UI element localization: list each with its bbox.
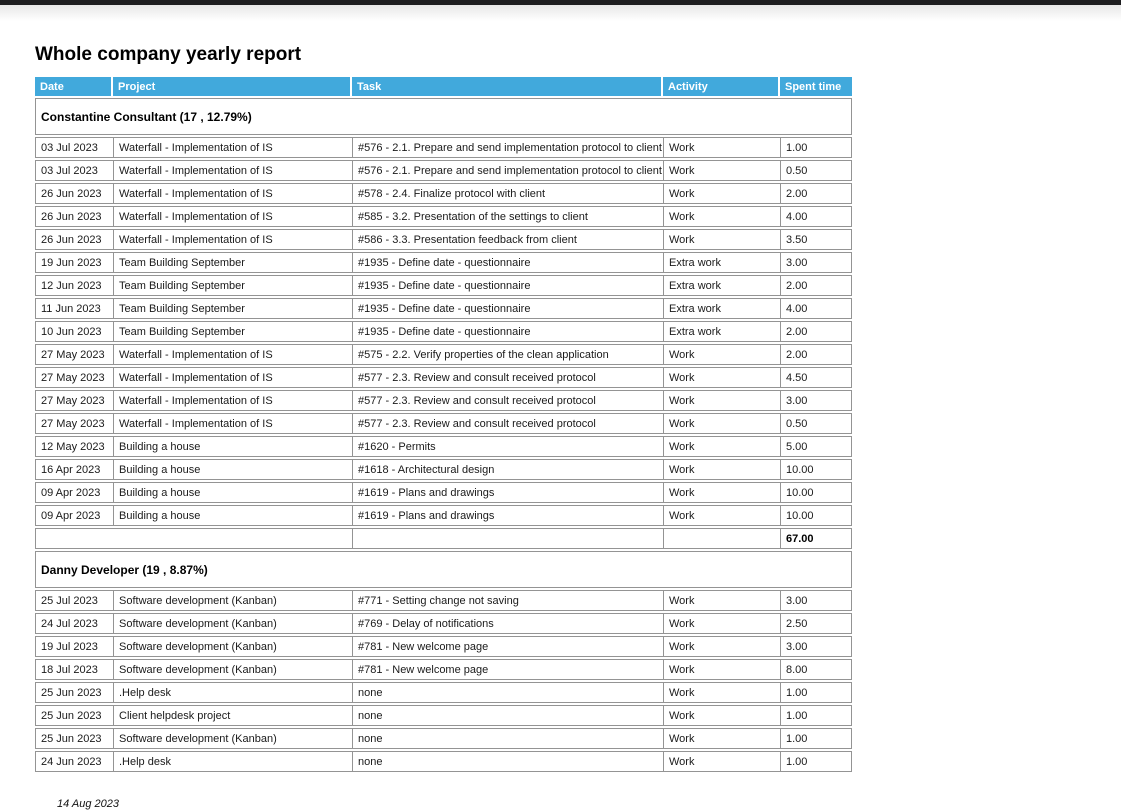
table-row [35,252,852,273]
cell-spent-time: 3.00 [786,640,808,653]
cell-date: 09 Apr 2023 [36,483,114,502]
group-total-row [35,528,852,549]
cell-activity: Work [664,614,781,633]
cell-task: #577 - 2.3. Review and consult received protocol [353,391,664,410]
cell-task: #575 - 2.2. Verify properties of the clean application [353,345,664,364]
cell-activity: Work [664,460,781,479]
cell-date: 25 Jun 2023 [36,683,114,702]
table-row [35,275,852,296]
cell-activity: Work [664,138,781,157]
cell-task: none [353,752,664,771]
cell-project: .Help desk [114,752,353,771]
cell-task: #781 - New welcome page [353,637,664,656]
table-row [35,321,852,342]
cell-date: 25 Jul 2023 [36,591,114,610]
cell-spent-time: 3.00 [786,256,808,269]
cell-spent-time: 1.00 [786,709,808,722]
cell-task: #1935 - Define date - questionnaire [353,253,664,272]
cell-activity: Work [664,184,781,203]
cell-project: Software development (Kanban) [114,729,353,748]
cell-activity: Work [664,414,781,433]
cell-date: 27 May 2023 [36,368,114,387]
cell-date: 03 Jul 2023 [36,138,114,157]
cell-activity: Work [664,752,781,771]
cell-project: Waterfall - Implementation of IS [114,207,353,226]
table-row [35,751,852,772]
table-row [35,367,852,388]
cell-date: 10 Jun 2023 [36,322,114,341]
cell-task: none [353,683,664,702]
cell-spent-time: 4.00 [786,210,808,223]
cell-task: #578 - 2.4. Finalize protocol with client [353,184,664,203]
cell-project: Software development (Kanban) [114,614,353,633]
group-total-spent-time: 67.00 [786,532,814,545]
cell-project: .Help desk [114,683,353,702]
cell-project: Team Building September [114,299,353,318]
cell-date: 16 Apr 2023 [36,460,114,479]
cell-spent-time: 2.00 [786,187,808,200]
table-row [35,636,852,657]
group-header-row [35,551,852,588]
cell-activity: Work [664,230,781,249]
cell-date: 12 Jun 2023 [36,276,114,295]
total-empty-task [353,529,664,548]
cell-project: Waterfall - Implementation of IS [114,184,353,203]
table-row [35,705,852,726]
cell-activity: Work [664,660,781,679]
cell-spent-time: 1.00 [786,141,808,154]
cell-task: #586 - 3.3. Presentation feedback from client [353,230,664,249]
cell-activity: Work [664,706,781,725]
report-page [0,21,1121,810]
table-row [35,137,852,158]
cell-spent-time: 4.50 [786,371,808,384]
cell-activity: Work [664,637,781,656]
cell-date: 24 Jul 2023 [36,614,114,633]
table-row [35,390,852,411]
cell-spent-time: 1.00 [786,686,808,699]
cell-activity: Work [664,161,781,180]
table-row [35,206,852,227]
page-footer-date: 14 Aug 2023 [57,798,119,810]
cell-task: #1618 - Architectural design [353,460,664,479]
cell-date: 09 Apr 2023 [36,506,114,525]
table-row [35,183,852,204]
cell-date: 18 Jul 2023 [36,660,114,679]
cell-activity: Extra work [664,276,781,295]
cell-spent-time: 10.00 [786,463,814,476]
column-header-activity: Activity [663,77,780,96]
group-name: Danny Developer (19 , 8.87%) [41,562,208,577]
table-row [35,436,852,457]
cell-task: none [353,706,664,725]
cell-project: Waterfall - Implementation of IS [114,345,353,364]
cell-date: 27 May 2023 [36,414,114,433]
cell-spent-time: 8.00 [786,663,808,676]
cell-activity: Extra work [664,299,781,318]
cell-activity: Work [664,506,781,525]
table-row [35,728,852,749]
cell-date: 25 Jun 2023 [36,729,114,748]
cell-activity: Work [664,729,781,748]
cell-spent-time: 3.00 [786,394,808,407]
cell-activity: Extra work [664,322,781,341]
column-header-spent-time: Spent time [785,80,842,93]
table-row [35,505,852,526]
cell-date: 27 May 2023 [36,391,114,410]
cell-project: Software development (Kanban) [114,637,353,656]
table-row [35,229,852,250]
cell-task: #1619 - Plans and drawings [353,483,664,502]
column-header-project: Project [113,77,352,96]
cell-project: Waterfall - Implementation of IS [114,161,353,180]
cell-spent-time: 2.00 [786,279,808,292]
report-table [35,77,852,772]
table-row [35,344,852,365]
cell-spent-time: 0.50 [786,417,808,430]
total-empty-activity [664,529,781,548]
cell-spent-time: 5.00 [786,440,808,453]
cell-date: 26 Jun 2023 [36,184,114,203]
cell-activity: Work [664,683,781,702]
cell-task: #1619 - Plans and drawings [353,506,664,525]
cell-task: #585 - 3.2. Presentation of the settings to client [353,207,664,226]
table-row [35,590,852,611]
cell-spent-time: 10.00 [786,509,814,522]
cell-project: Software development (Kanban) [114,591,353,610]
cell-date: 19 Jul 2023 [36,637,114,656]
cell-task: #577 - 2.3. Review and consult received protocol [353,414,664,433]
cell-spent-time: 1.00 [786,732,808,745]
table-row [35,482,852,503]
toolbar-shadow [0,5,1121,21]
cell-activity: Work [664,437,781,456]
table-header-row [35,77,852,96]
cell-project: Client helpdesk project [114,706,353,725]
cell-activity: Work [664,591,781,610]
column-header-task: Task [352,77,663,96]
table-row [35,613,852,634]
cell-activity: Work [664,483,781,502]
cell-date: 26 Jun 2023 [36,207,114,226]
cell-date: 24 Jun 2023 [36,752,114,771]
cell-date: 19 Jun 2023 [36,253,114,272]
cell-project: Building a house [114,460,353,479]
table-row [35,413,852,434]
cell-spent-time: 10.00 [786,486,814,499]
cell-project: Team Building September [114,253,353,272]
cell-spent-time: 0.50 [786,164,808,177]
cell-spent-time: 2.00 [786,325,808,338]
cell-project: Team Building September [114,322,353,341]
cell-spent-time: 4.00 [786,302,808,315]
cell-spent-time: 2.00 [786,348,808,361]
cell-task: #769 - Delay of notifications [353,614,664,633]
table-row [35,682,852,703]
table-row [35,459,852,480]
cell-date: 26 Jun 2023 [36,230,114,249]
cell-task: #781 - New welcome page [353,660,664,679]
table-row [35,160,852,181]
cell-activity: Extra work [664,253,781,272]
cell-spent-time: 3.50 [786,233,808,246]
cell-task: #1935 - Define date - questionnaire [353,322,664,341]
cell-activity: Work [664,207,781,226]
table-row [35,298,852,319]
cell-project: Waterfall - Implementation of IS [114,391,353,410]
cell-task: none [353,729,664,748]
table-row [35,659,852,680]
cell-task: #771 - Setting change not saving [353,591,664,610]
cell-project: Building a house [114,437,353,456]
cell-spent-time: 2.50 [786,617,808,630]
column-header-date: Date [35,77,113,96]
cell-date: 03 Jul 2023 [36,161,114,180]
cell-date: 27 May 2023 [36,345,114,364]
cell-project: Building a house [114,483,353,502]
cell-task: #576 - 2.1. Prepare and send implementation protocol to client [353,161,664,180]
cell-spent-time: 1.00 [786,755,808,768]
cell-date: 12 May 2023 [36,437,114,456]
cell-project: Team Building September [114,276,353,295]
total-empty-date-project [36,529,353,548]
cell-project: Waterfall - Implementation of IS [114,230,353,249]
cell-project: Building a house [114,506,353,525]
page-title: Whole company yearly report [35,44,302,65]
cell-activity: Work [664,345,781,364]
cell-project: Software development (Kanban) [114,660,353,679]
cell-task: #576 - 2.1. Prepare and send implementation protocol to client [353,138,664,157]
cell-project: Waterfall - Implementation of IS [114,368,353,387]
cell-project: Waterfall - Implementation of IS [114,414,353,433]
cell-task: #577 - 2.3. Review and consult received protocol [353,368,664,387]
cell-task: #1935 - Define date - questionnaire [353,299,664,318]
group-name: Constantine Consultant (17 , 12.79%) [41,109,252,124]
cell-task: #1935 - Define date - questionnaire [353,276,664,295]
cell-task: #1620 - Permits [353,437,664,456]
group-header-row [35,98,852,135]
cell-project: Waterfall - Implementation of IS [114,138,353,157]
cell-spent-time: 3.00 [786,594,808,607]
cell-activity: Work [664,368,781,387]
cell-date: 11 Jun 2023 [36,299,114,318]
cell-date: 25 Jun 2023 [36,706,114,725]
cell-activity: Work [664,391,781,410]
